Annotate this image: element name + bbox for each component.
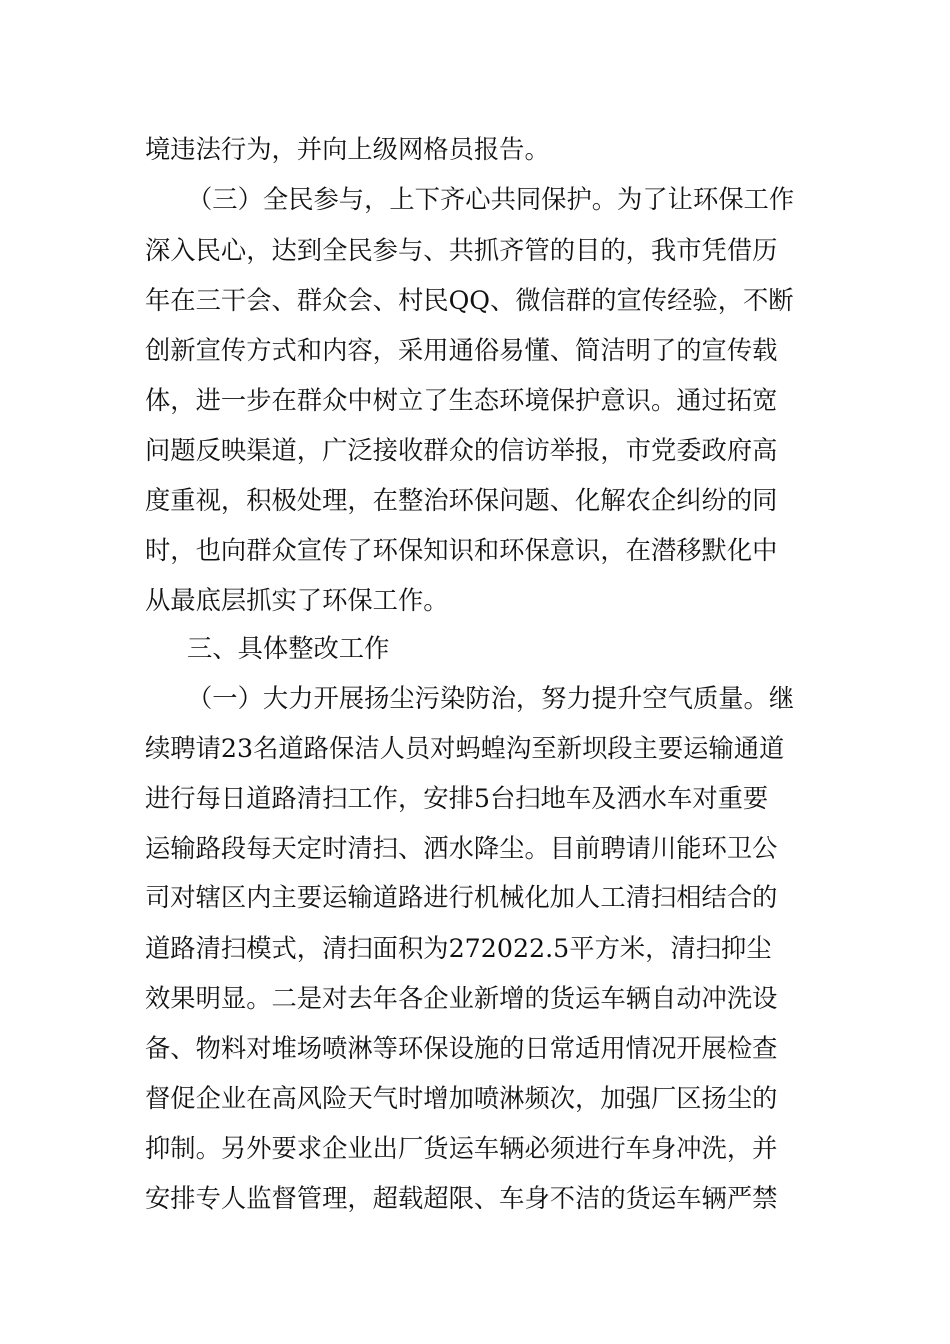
text-line-22: 安排专人监督管理，超载超限、车身不洁的货运车辆严禁: [145, 1184, 778, 1213]
text-line-21: 抑制。另外要求企业出厂货运车辆必须进行车身冲洗，并: [145, 1134, 778, 1163]
text-line-6: 体，进一步在群众中树立了生态环境保护意识。通过拓宽: [145, 386, 778, 415]
text-line-1: 境违法行为，并向上级网格员报告。: [145, 135, 550, 164]
text-line-17: 道路清扫模式，清扫面积为272022.5平方米，清扫抑尘: [145, 934, 772, 963]
text-line-5: 创新宣传方式和内容，采用通俗易懂、简洁明了的宣传载: [145, 336, 778, 365]
text-line-10: 从最底层抓实了环保工作。: [145, 586, 449, 615]
text-line-12: （一）大力开展扬尘污染防治，努力提升空气质量。继: [187, 684, 795, 713]
text-line-20: 督促企业在高风险天气时增加喷淋频次，加强厂区扬尘的: [145, 1084, 778, 1113]
text-line-3: 深入民心，达到全民参与、共抓齐管的目的，我市凭借历: [145, 236, 778, 265]
text-line-18: 效果明显。二是对去年各企业新增的货运车辆自动冲洗设: [145, 984, 778, 1013]
text-line-9: 时，也向群众宣传了环保知识和环保意识，在潜移默化中: [145, 536, 778, 565]
section-heading: 三、具体整改工作: [187, 634, 390, 663]
text-line-14: 进行每日道路清扫工作，安排5台扫地车及洒水车对重要: [145, 784, 769, 813]
text-line-8: 度重视，积极处理，在整治环保问题、化解农企纠纷的同: [145, 486, 778, 515]
text-line-16: 司对辖区内主要运输道路进行机械化加人工清扫相结合的: [145, 883, 778, 912]
text-line-4: 年在三干会、群众会、村民QQ、微信群的宣传经验，不断: [145, 286, 794, 315]
text-line-15: 运输路段每天定时清扫、洒水降尘。目前聘请川能环卫公: [145, 834, 778, 863]
text-line-19: 备、物料对堆场喷淋等环保设施的日常适用情况开展检查: [145, 1034, 778, 1063]
text-line-7: 问题反映渠道，广泛接收群众的信访举报，市党委政府高: [145, 436, 778, 465]
text-line-13: 续聘请23名道路保洁人员对蚂蝗沟至新坝段主要运输通道: [145, 734, 785, 763]
text-line-2: （三）全民参与，上下齐心共同保护。为了让环保工作: [187, 185, 795, 214]
